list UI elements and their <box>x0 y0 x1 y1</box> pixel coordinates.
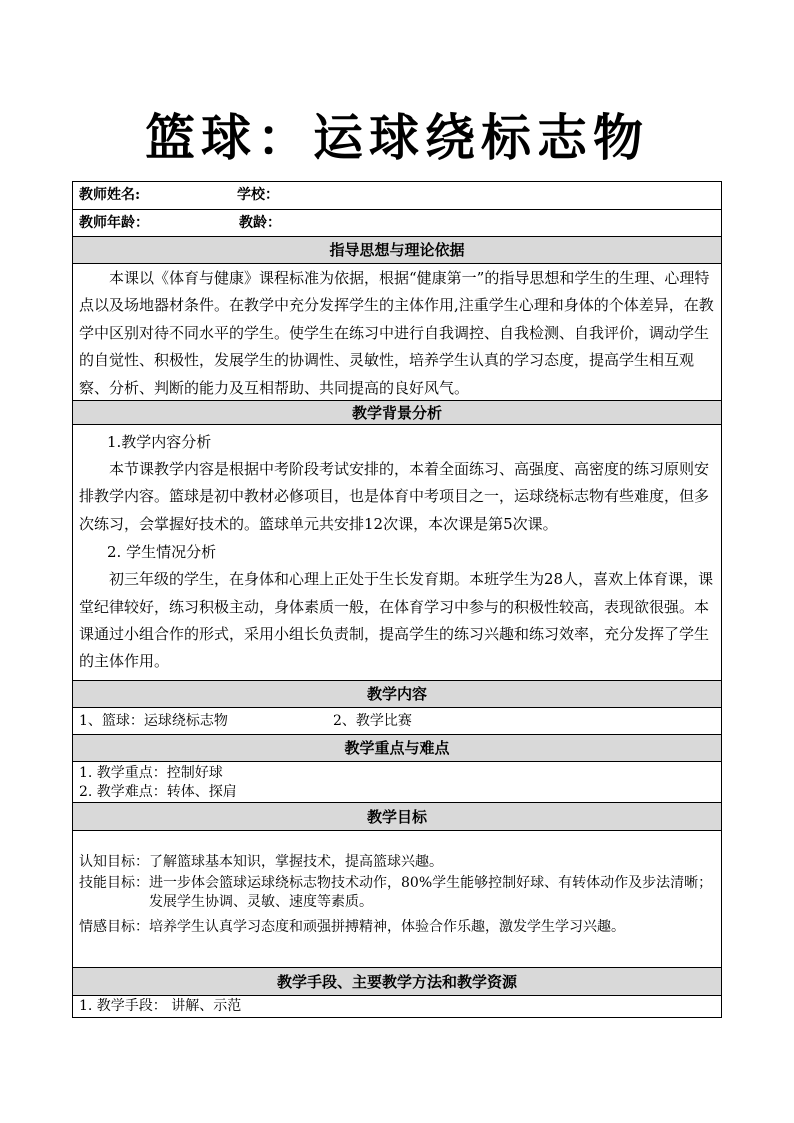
background-text-1: 本节课教学内容是根据中考阶段考试安排的，本着全面练习、高强度、高密度的练习原则安排教学内容。篮球是初中教材必修项目，也是体育中考项目之一，运球绕标志物有些难度，但多次练习，会掌握好技术的。篮球单元共安排12次课，本次课是第5次课。 <box>79 460 710 533</box>
section-body-guiding <box>73 263 721 400</box>
info-row-1 <box>73 182 721 209</box>
section-heading-content: 教学内容 <box>73 680 721 707</box>
goal-emotional-label: 情感目标： <box>79 919 149 935</box>
background-text-2: 初三年级的学生，在身体和心理上正处于生长发育期。本班学生为28人，喜欢上体育课，课堂纪律较好，练习积极主动，身体素质一般，在体育学习中参与的积极性较高，表现欲很强。本课通过小组合作的形式，采用小组长负责制，提高学生的练习兴趣和练习效率，充分发挥了学生的主体作用。 <box>79 570 714 671</box>
goal-cognitive-text: 了解篮球基本知识，掌握技术，提高篮球兴趣。 <box>149 854 443 870</box>
section-heading-keypoints: 教学重点与难点 <box>73 734 721 761</box>
guiding-text: 本课以《体育与健康》课程标准为依据，根据“健康第一”的指导思想和学生的生理、心理特点以及场地器材条件。在教学中充分发挥学生的主体作用,注重学生心理和身体的个体差异，在教学中区别对待不同水平的学生。使学生在练习中进行自我调控、自我检测、自我评价，调动学生的自觉性、积极性，发展学生的协调性、灵敏性，培养学生认真的学习态度，提高学生相互观察、分析、判断的能力及互相帮助、共同提高的良好风气。 <box>79 269 714 397</box>
keypoint-item-1: 1. 教学重点：控制好球 <box>79 765 223 781</box>
teacher-age-label: 教师年龄： <box>79 215 149 231</box>
section-heading-methods: 教学手段、主要教学方法和教学资源 <box>73 967 721 995</box>
teacher-name-label: 教师姓名: <box>79 187 141 203</box>
section-body-content <box>73 707 721 734</box>
goal-skill-text: 进一步体会篮球运球绕标志物技术动作，80%学生能够控制好球、有转体动作及步法清晰；发展学生协调、灵敏、速度等素质。 <box>149 875 713 910</box>
goal-cognitive <box>73 853 721 872</box>
school-label: 学校： <box>237 187 279 203</box>
section-body-methods <box>73 995 721 1017</box>
section-heading-background: 教学背景分析 <box>73 400 721 424</box>
background-subtitle-2: 2. 学生情况分析 <box>107 543 217 562</box>
goal-cognitive-label: 认知目标： <box>79 854 149 870</box>
goal-emotional <box>73 918 721 937</box>
content-item-2: 2、教学比赛 <box>333 713 412 729</box>
section-heading-guiding: 指导思想与理论依据 <box>73 236 721 263</box>
goal-skill <box>73 874 721 912</box>
goal-skill-label: 技能目标： <box>79 875 149 891</box>
content-item-1: 1、篮球：运球绕标志物 <box>79 713 228 729</box>
page-title: 篮球：运球绕标志物 <box>145 108 649 167</box>
background-subtitle-1: 1.教学内容分析 <box>107 433 212 451</box>
section-body-keypoints <box>73 761 721 802</box>
goal-emotional-text: 培养学生认真学习态度和顽强拼搏精神，体验合作乐趣，激发学生学习兴趣。 <box>149 919 625 935</box>
info-row-2 <box>73 209 721 236</box>
section-body-goals <box>73 830 721 967</box>
teaching-years-label: 教龄： <box>239 215 281 231</box>
section-body-background <box>73 424 721 680</box>
lesson-plan-table <box>72 181 722 1018</box>
section-heading-goals: 教学目标 <box>73 802 721 830</box>
methods-item-1: 1. 教学手段： 讲解、示范 <box>79 998 242 1014</box>
keypoint-item-2: 2. 教学难点：转体、探肩 <box>79 784 237 800</box>
